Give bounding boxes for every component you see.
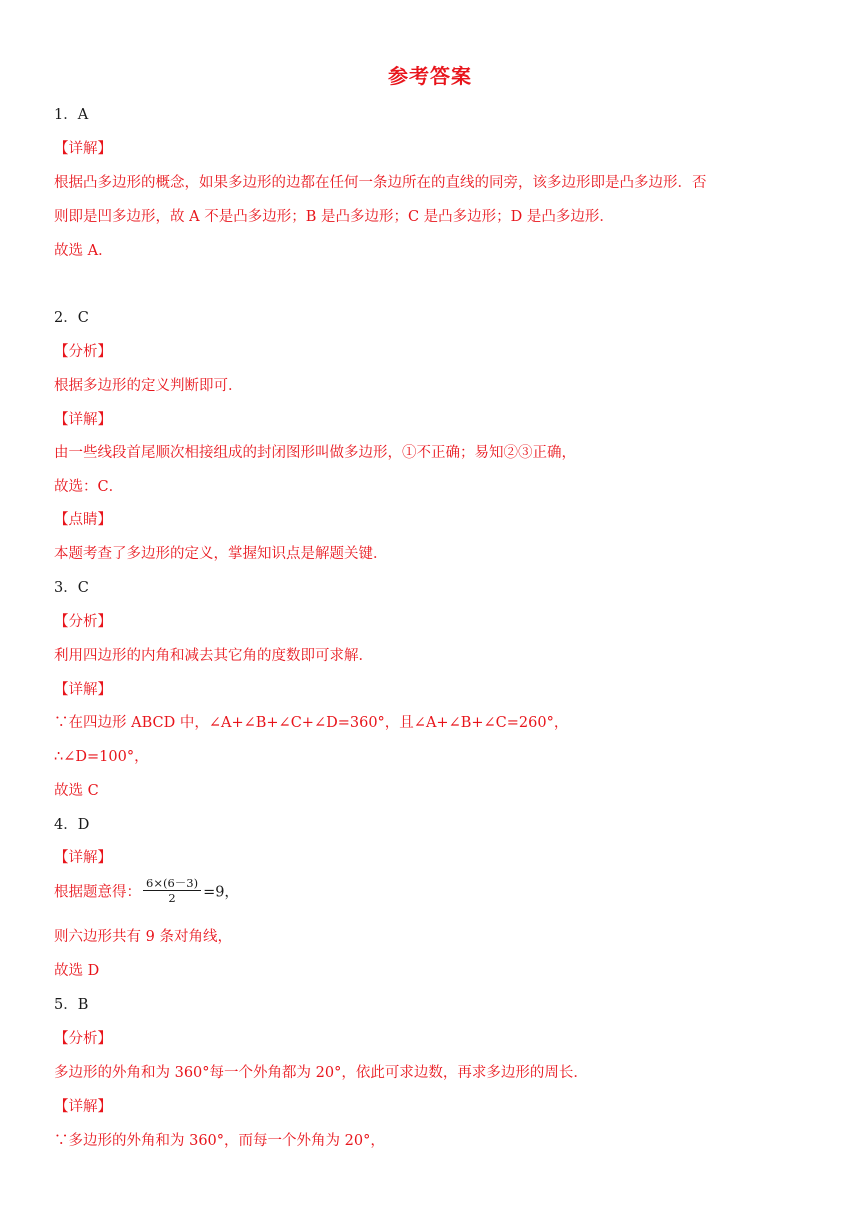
- answer-2-analysis-label: 【分析】: [54, 344, 112, 360]
- answer-3-heading: 3．C: [54, 580, 89, 596]
- answer-2-detail-label: 【详解】: [54, 412, 112, 428]
- answer-1-detail-label: 【详解】: [54, 141, 112, 157]
- answer-2-choice: 故选：C．: [54, 479, 124, 495]
- formula-prefix: 根据题意得：: [54, 884, 141, 901]
- answer-3-detail-text-2: ∴∠D=100°，: [54, 749, 149, 765]
- answer-4-detail-label: 【详解】: [54, 850, 112, 866]
- answer-5-heading: 5．B: [54, 997, 89, 1013]
- answer-4-choice: 故选 D: [54, 963, 100, 979]
- answer-2-note-text: 本题考查了多边形的定义，掌握知识点是解题关键．: [54, 546, 388, 562]
- answer-1-choice: 故选 A．: [54, 243, 113, 259]
- answer-4-formula-line: [54, 878, 239, 907]
- answer-2-heading: 2．C: [54, 310, 89, 326]
- answer-3-detail-label: 【详解】: [54, 682, 112, 698]
- fraction: [143, 876, 201, 905]
- fraction-numerator: 6×(6－3): [143, 876, 201, 891]
- answer-2-analysis-text: 根据多边形的定义判断即可．: [54, 378, 243, 394]
- answer-1-text-2: 则即是凹多边形，故 A 不是凸多边形；B 是凸多边形；C 是凸多边形；D 是凸多边形．: [54, 209, 614, 225]
- answer-4-heading: 4．D: [54, 817, 90, 833]
- answer-5-analysis-text: 多边形的外角和为 360°每一个外角都为 20°，依此可求边数，再求多边形的周长．: [54, 1065, 588, 1081]
- fraction-denominator: 2: [168, 891, 176, 905]
- answer-3-choice: 故选 C: [54, 783, 99, 799]
- answer-2-detail-text: 由一些线段首尾顺次相接组成的封闭图形叫做多边形，①不正确；易知②③正确，: [54, 445, 576, 461]
- answer-5-detail-text: ∵多边形的外角和为 360°，而每一个外角为 20°，: [54, 1133, 385, 1149]
- page-title: 参考答案: [388, 64, 472, 88]
- answer-1-heading: 1．A: [54, 107, 89, 123]
- answer-5-analysis-label: 【分析】: [54, 1031, 112, 1047]
- answer-4-text: 则六边形共有 9 条对角线，: [54, 929, 232, 945]
- answer-1-text-1: 根据凸多边形的概念，如果多边形的边都在任何一条边所在的直线的同旁，该多边形即是凸多边形．否: [54, 175, 707, 191]
- answer-3-detail-text-1: ∵在四边形 ABCD 中，∠A+∠B+∠C+∠D=360°，且∠A+∠B+∠C=260°，: [54, 715, 569, 731]
- answer-5-detail-label: 【详解】: [54, 1099, 112, 1115]
- answer-3-analysis-text: 利用四边形的内角和减去其它角的度数即可求解．: [54, 648, 373, 664]
- answer-3-analysis-label: 【分析】: [54, 614, 112, 630]
- formula-suffix: =9，: [203, 884, 239, 901]
- answer-2-note-label: 【点睛】: [54, 512, 112, 528]
